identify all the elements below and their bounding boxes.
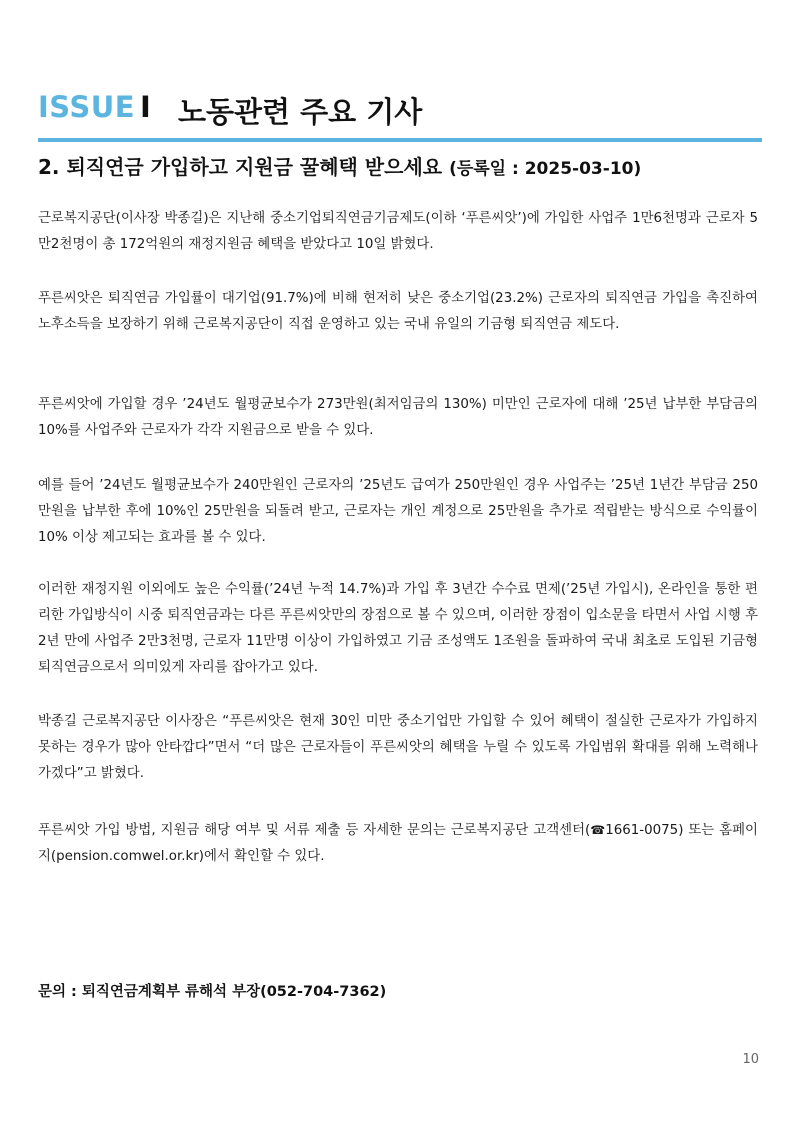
paragraph-7-prefix: 푸른씨앗 가입 방법, 지원금 해당 여부 및 서류 제출 등 자세한 문의는 근로복지공단 고객센터( [38, 823, 591, 838]
paragraph-4: 예를 들어 ’24년도 월평균보수가 240만원인 근로자의 ’25년도 급여가 250만원인 경우 사업주는 ’25년 1년간 부담금 250만원을 납부한 후에 10%인 25만원을 되돌려 받고, 근로자는 개인 계정으로 25만원을 추가로 적립받는 방식으로 수익률이 10% 이상 제고되는 효과를 볼 수 있다. [38, 478, 758, 545]
header-separator: I [140, 90, 151, 124]
article-title-text: 2. 퇴직연금 가입하고 지원금 꿀혜택 받으세요 [38, 155, 443, 179]
issue-label: ISSUE [38, 90, 136, 124]
page-header [38, 86, 762, 142]
paragraph-7 [38, 817, 758, 870]
phone-icon: ☎ [590, 823, 606, 837]
paragraph-7-suffix: 또는 홈페이지(pension.comwel.or.kr)에서 확인할 수 있다. [38, 823, 758, 864]
paragraph-3: 푸른씨앗에 가입할 경우 ’24년도 월평균보수가 273만원(최저임금의 130%) 미만인 근로자에 대해 ’25년 납부한 부담금의 10%를 사업주와 근로자가 각각 지원금으로 받을 수 있다. [38, 397, 758, 438]
paragraph-1: 근로복지공단(이사장 박종길)은 지난해 중소기업퇴직연금기금제도(이하 ‘푸른씨앗’)에 가입한 사업주 1만6천명과 근로자 5만2천명이 총 172억원의 재정지원금 혜택을 받았다고 10일 밝혔다. [38, 211, 758, 252]
section-title: 노동관련 주요 기사 [178, 95, 423, 129]
paragraph-6: 박종길 근로복지공단 이사장은 “푸른씨앗은 현재 30인 미만 중소기업만 가입할 수 있어 혜택이 절실한 근로자가 가입하지 못하는 경우가 많아 안타깝다”면서 “더 많은 근로자들이 푸른씨앗의 혜택을 누릴 수 있도록 가입범위 확대를 위해 노력해나가겠다”고 밝혔다. [38, 714, 758, 781]
phone-number: 1661-0075) [605, 823, 684, 838]
paragraph-5: 이러한 재정지원 이외에도 높은 수익률(’24년 누적 14.7%)과 가입 후 3년간 수수료 면제(’25년 가입시), 온라인을 통한 편리한 가입방식이 시중 퇴직연금과는 다른 푸른씨앗만의 장점으로 볼 수 있으며, 이러한 장점이 입소문을 타면서 사업 시행 후 2년 만에 사업주 2만3천명, 근로자 11만명 이상이 가입하였고 기금 조성액도 1조원을 돌파하여 국내 최초로 도입된 기금형 퇴직연금으로서 의미있게 자리를 잡아가고 있다. [38, 582, 758, 675]
article-title [38, 151, 762, 180]
contact-info: 문의 : 퇴직연금계획부 류해석 부장(052-704-7362) [38, 984, 387, 1000]
registration-date: (등록일 : 2025-03-10) [449, 159, 642, 179]
paragraph-2: 푸른씨앗은 퇴직연금 가입률이 대기업(91.7%)에 비해 현저히 낮은 중소기업(23.2%) 근로자의 퇴직연금 가입을 촉진하여 노후소득을 보장하기 위해 근로복지공단이 직접 운영하고 있는 국내 유일의 기금형 퇴직연금 제도다. [38, 291, 758, 332]
page-number: 10 [742, 1052, 759, 1067]
